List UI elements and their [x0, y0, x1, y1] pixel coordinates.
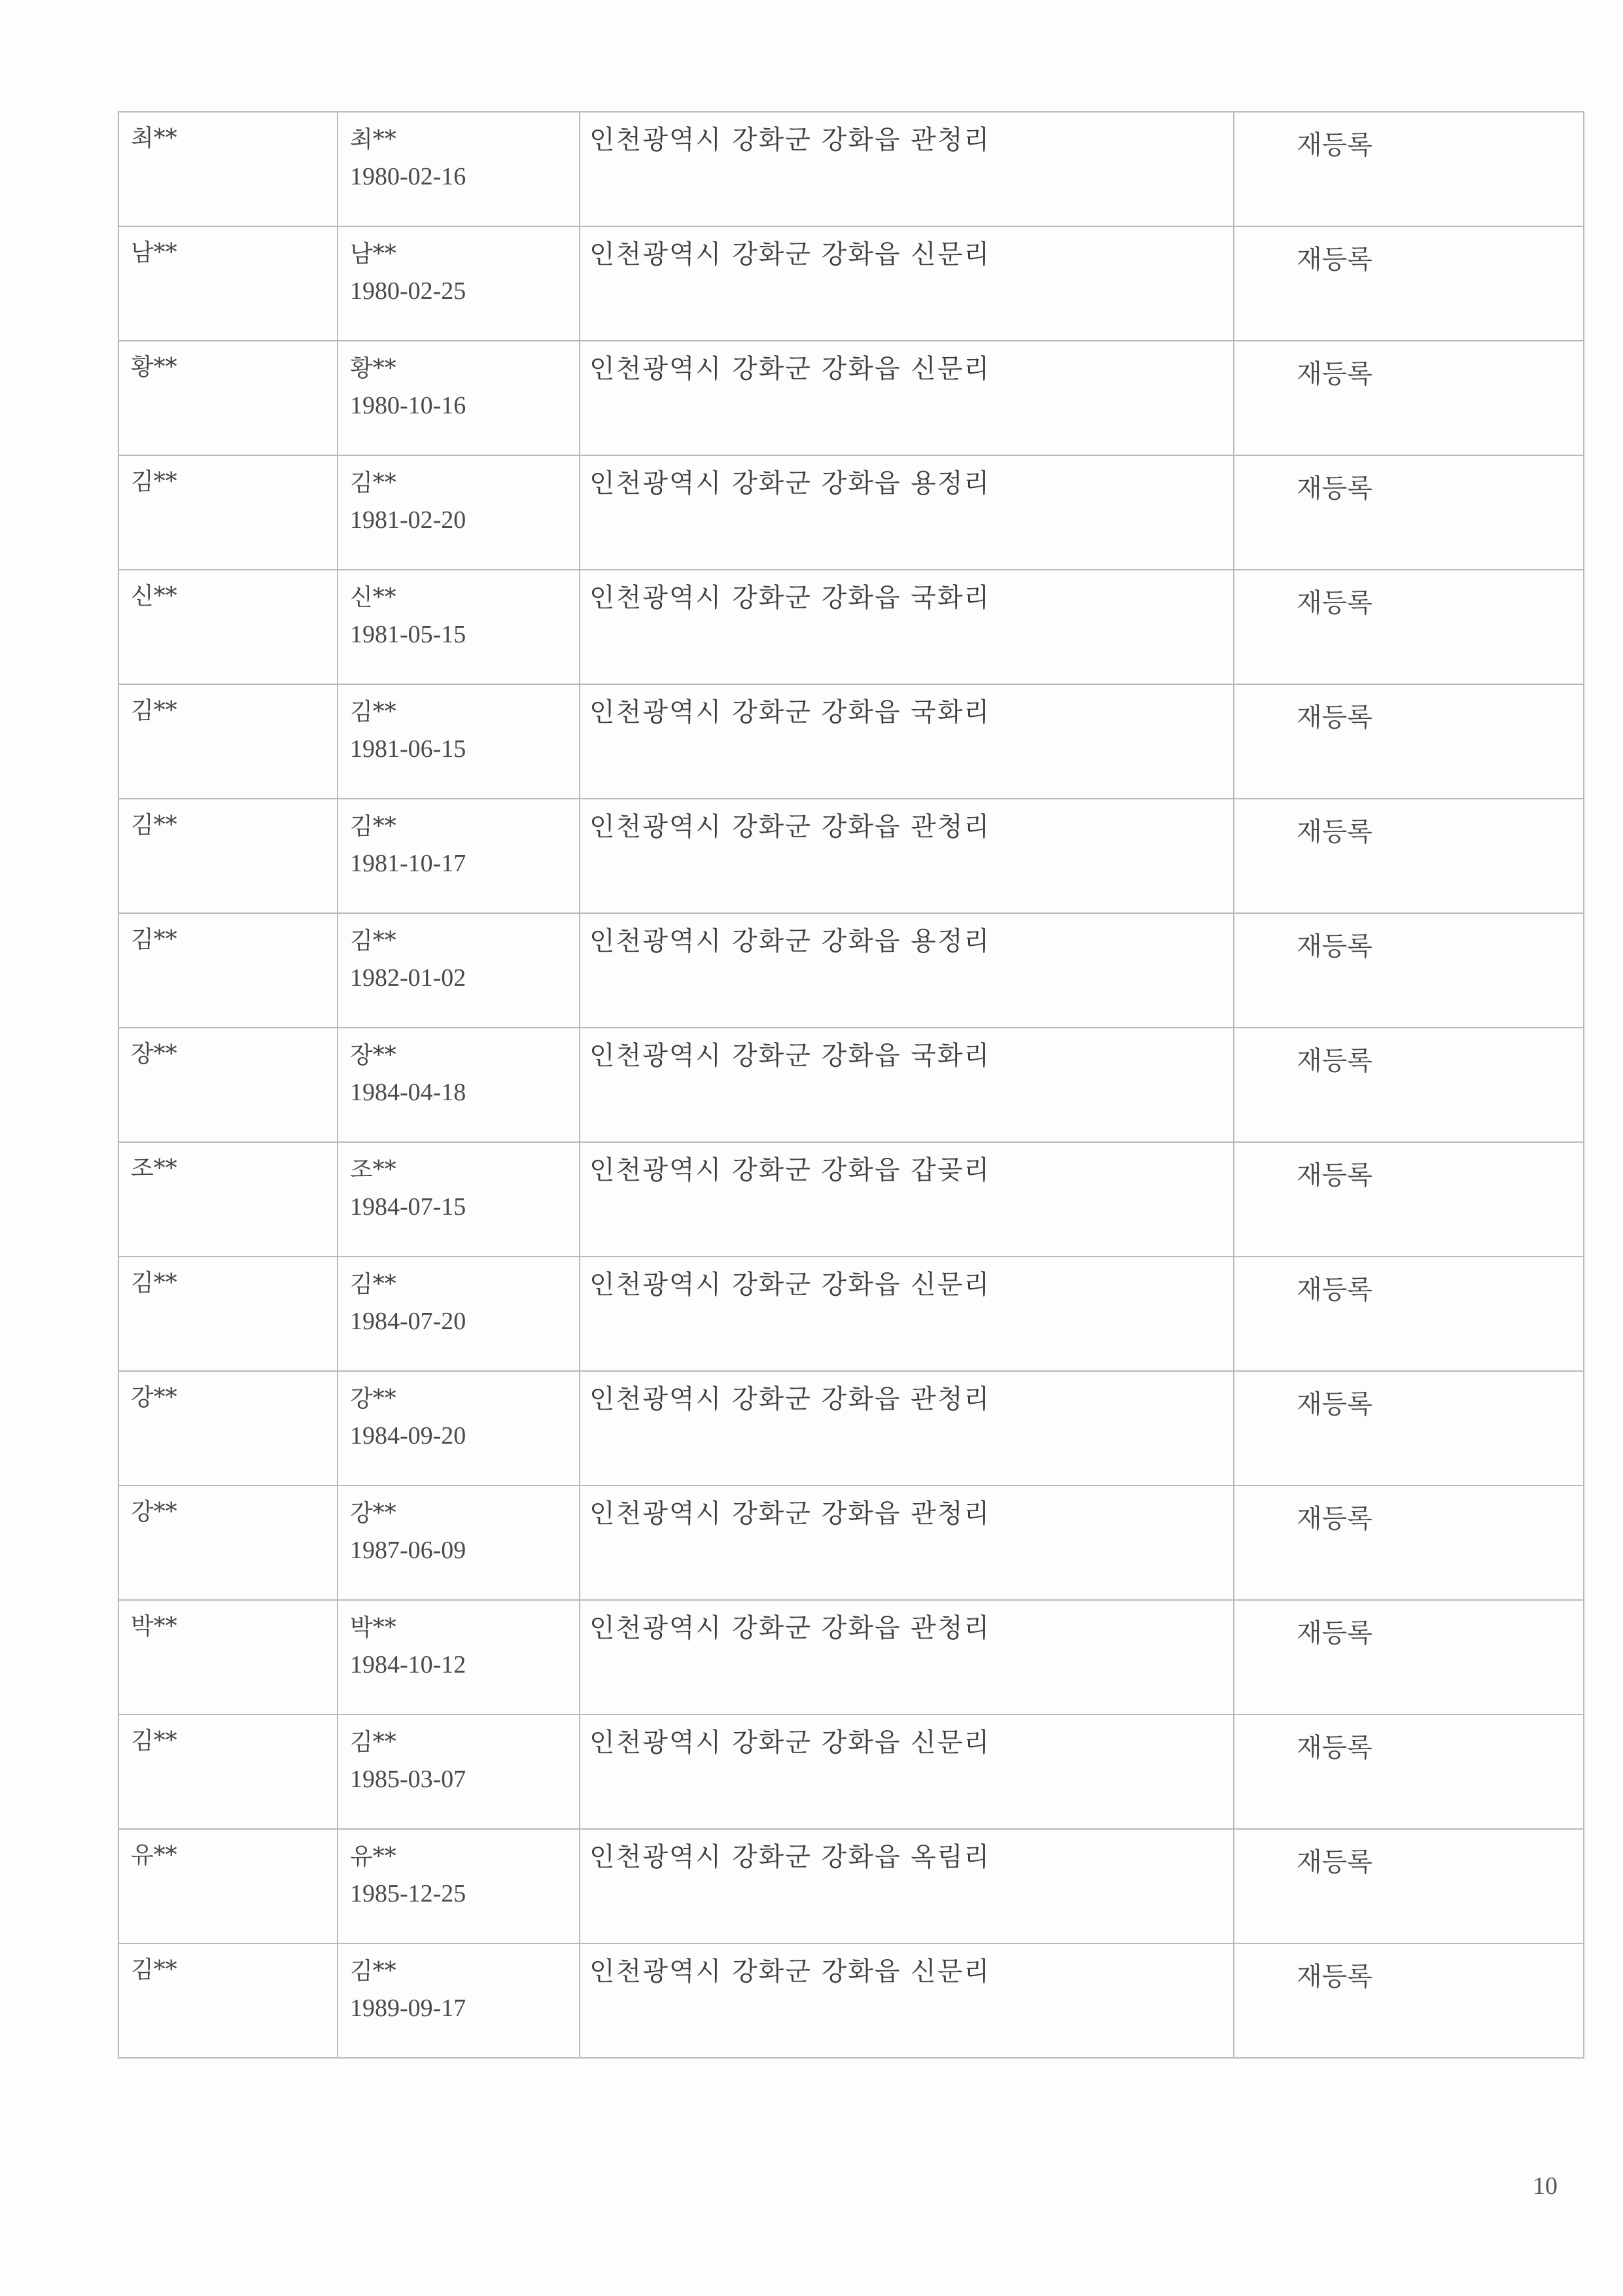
table-row — [118, 1486, 1584, 1600]
address-cell — [580, 226, 1234, 341]
address-text: 인천광역시 강화군 강화읍 관청리 — [589, 125, 991, 155]
status-text: 재등록 — [1297, 1160, 1372, 1191]
masked-name: 강** — [131, 1384, 177, 1411]
date-of-birth: 1981-02-20 — [350, 506, 466, 534]
address-cell — [580, 1943, 1234, 2058]
status-cell — [1234, 1028, 1584, 1142]
status-cell — [1234, 1943, 1584, 2058]
identity-cell — [338, 226, 580, 341]
identity-cell — [338, 1714, 580, 1829]
identity-cell — [338, 455, 580, 570]
registry-table — [118, 111, 1584, 2059]
status-cell — [1234, 1486, 1584, 1600]
status-text: 재등록 — [1297, 1275, 1372, 1305]
address-text: 인천광역시 강화군 강화읍 관청리 — [589, 812, 991, 842]
status-cell — [1234, 341, 1584, 455]
identity-cell — [338, 112, 580, 226]
name-cell — [118, 341, 338, 455]
status-text: 재등록 — [1297, 1962, 1372, 1992]
masked-name-secondary: 김** — [350, 928, 396, 954]
status-cell — [1234, 1714, 1584, 1829]
status-cell — [1234, 226, 1584, 341]
masked-name: 김** — [131, 1270, 177, 1296]
date-of-birth: 1981-06-15 — [350, 735, 466, 763]
status-cell — [1234, 1257, 1584, 1371]
identity-cell — [338, 1486, 580, 1600]
table-row — [118, 1714, 1584, 1829]
masked-name-secondary: 강** — [350, 1500, 396, 1527]
address-cell — [580, 455, 1234, 570]
address-cell — [580, 1486, 1234, 1600]
masked-name: 김** — [131, 468, 177, 495]
identity-cell — [338, 1257, 580, 1371]
masked-name-secondary: 남** — [350, 241, 396, 268]
status-cell — [1234, 1142, 1584, 1257]
masked-name-secondary: 김** — [350, 470, 396, 496]
name-cell — [118, 570, 338, 684]
address-cell — [580, 799, 1234, 913]
identity-cell — [338, 1371, 580, 1486]
address-text: 인천광역시 강화군 강화읍 옥림리 — [589, 1842, 991, 1872]
date-of-birth: 1981-05-15 — [350, 621, 466, 648]
table-row — [118, 226, 1584, 341]
address-cell — [580, 1714, 1234, 1829]
name-cell — [118, 1142, 338, 1257]
date-of-birth: 1987-06-09 — [350, 1537, 466, 1564]
table-row — [118, 341, 1584, 455]
masked-name: 유** — [131, 1842, 177, 1869]
identity-cell — [338, 341, 580, 455]
address-text: 인천광역시 강화군 강화읍 갑곶리 — [589, 1155, 991, 1185]
address-cell — [580, 570, 1234, 684]
identity-cell — [338, 799, 580, 913]
identity-cell — [338, 1829, 580, 1943]
status-cell — [1234, 1371, 1584, 1486]
name-cell — [118, 684, 338, 799]
date-of-birth: 1981-10-17 — [350, 850, 466, 877]
masked-name-secondary: 조** — [350, 1157, 396, 1183]
status-text: 재등록 — [1297, 1046, 1372, 1076]
identity-cell — [338, 570, 580, 684]
status-text: 재등록 — [1297, 359, 1372, 389]
status-text: 재등록 — [1297, 130, 1372, 160]
address-text: 인천광역시 강화군 강화읍 신문리 — [589, 1957, 991, 1987]
masked-name-secondary: 신** — [350, 584, 396, 611]
date-of-birth: 1982-01-02 — [350, 964, 466, 992]
address-cell — [580, 1257, 1234, 1371]
address-cell — [580, 341, 1234, 455]
table-row — [118, 1257, 1584, 1371]
table-row — [118, 112, 1584, 226]
masked-name-secondary: 최** — [350, 126, 396, 153]
name-cell — [118, 1486, 338, 1600]
masked-name: 김** — [131, 1957, 177, 1983]
masked-name: 조** — [131, 1155, 177, 1182]
name-cell — [118, 112, 338, 226]
status-cell — [1234, 913, 1584, 1028]
masked-name: 황** — [131, 354, 177, 381]
address-cell — [580, 1142, 1234, 1257]
table-row — [118, 1371, 1584, 1486]
status-text: 재등록 — [1297, 1504, 1372, 1534]
date-of-birth: 1984-10-12 — [350, 1651, 466, 1679]
status-text: 재등록 — [1297, 245, 1372, 275]
masked-name-secondary: 김** — [350, 1729, 396, 1756]
status-cell — [1234, 455, 1584, 570]
status-text: 재등록 — [1297, 474, 1372, 504]
page-number: 10 — [1533, 2172, 1558, 2200]
registry-table-body — [118, 112, 1584, 2058]
masked-name-secondary: 박** — [350, 1614, 396, 1641]
address-cell — [580, 1028, 1234, 1142]
masked-name: 강** — [131, 1499, 177, 1525]
masked-name: 김** — [131, 1728, 177, 1754]
address-text: 인천광역시 강화군 강화읍 신문리 — [589, 1728, 991, 1758]
status-cell — [1234, 112, 1584, 226]
address-text: 인천광역시 강화군 강화읍 신문리 — [589, 1270, 991, 1300]
status-text: 재등록 — [1297, 931, 1372, 962]
masked-name-secondary: 황** — [350, 355, 396, 382]
masked-name: 최** — [131, 125, 177, 152]
table-row — [118, 1600, 1584, 1714]
address-text: 인천광역시 강화군 강화읍 신문리 — [589, 354, 991, 384]
address-cell — [580, 1600, 1234, 1714]
address-text: 인천광역시 강화군 강화읍 용정리 — [589, 926, 991, 956]
status-cell — [1234, 570, 1584, 684]
status-text: 재등록 — [1297, 1847, 1372, 1877]
masked-name-secondary: 유** — [350, 1843, 396, 1870]
address-text: 인천광역시 강화군 강화읍 국화리 — [589, 583, 991, 613]
address-text: 인천광역시 강화군 강화읍 용정리 — [589, 468, 991, 498]
address-text: 인천광역시 강화군 강화읍 관청리 — [589, 1384, 991, 1414]
status-text: 재등록 — [1297, 1389, 1372, 1419]
masked-name: 남** — [131, 239, 177, 266]
masked-name: 신** — [131, 583, 177, 610]
masked-name-secondary: 김** — [350, 1271, 396, 1298]
address-text: 인천광역시 강화군 강화읍 관청리 — [589, 1613, 991, 1643]
status-cell — [1234, 1829, 1584, 1943]
name-cell — [118, 1371, 338, 1486]
masked-name: 김** — [131, 697, 177, 724]
address-cell — [580, 913, 1234, 1028]
identity-cell — [338, 684, 580, 799]
name-cell — [118, 226, 338, 341]
address-cell — [580, 1829, 1234, 1943]
name-cell — [118, 1257, 338, 1371]
identity-cell — [338, 1028, 580, 1142]
date-of-birth: 1985-03-07 — [350, 1765, 466, 1793]
table-row — [118, 1142, 1584, 1257]
status-text: 재등록 — [1297, 817, 1372, 847]
masked-name-secondary: 강** — [350, 1385, 396, 1412]
name-cell — [118, 455, 338, 570]
name-cell — [118, 1714, 338, 1829]
table-row — [118, 455, 1584, 570]
table-row — [118, 1829, 1584, 1943]
masked-name: 김** — [131, 926, 177, 953]
date-of-birth: 1984-04-18 — [350, 1079, 466, 1106]
date-of-birth: 1984-07-20 — [350, 1308, 466, 1335]
table-row — [118, 570, 1584, 684]
date-of-birth: 1980-02-25 — [350, 277, 466, 305]
address-text: 인천광역시 강화군 강화읍 신문리 — [589, 239, 991, 270]
status-cell — [1234, 799, 1584, 913]
masked-name-secondary: 김** — [350, 813, 396, 840]
masked-name-secondary: 장** — [350, 1042, 396, 1069]
name-cell — [118, 1943, 338, 2058]
address-text: 인천광역시 강화군 강화읍 관청리 — [589, 1499, 991, 1529]
status-text: 재등록 — [1297, 588, 1372, 618]
date-of-birth: 1980-02-16 — [350, 163, 466, 190]
date-of-birth: 1984-09-20 — [350, 1422, 466, 1450]
name-cell — [118, 1829, 338, 1943]
name-cell — [118, 1028, 338, 1142]
table-row — [118, 1943, 1584, 2058]
name-cell — [118, 1600, 338, 1714]
masked-name-secondary: 김** — [350, 1958, 396, 1985]
status-text: 재등록 — [1297, 1618, 1372, 1648]
status-text: 재등록 — [1297, 1733, 1372, 1763]
status-cell — [1234, 684, 1584, 799]
address-text: 인천광역시 강화군 강화읍 국화리 — [589, 1041, 991, 1071]
name-cell — [118, 799, 338, 913]
address-text: 인천광역시 강화군 강화읍 국화리 — [589, 697, 991, 727]
table-row — [118, 913, 1584, 1028]
address-cell — [580, 684, 1234, 799]
masked-name-secondary: 김** — [350, 699, 396, 725]
date-of-birth: 1984-07-15 — [350, 1193, 466, 1221]
date-of-birth: 1980-10-16 — [350, 392, 466, 419]
masked-name: 장** — [131, 1041, 177, 1068]
status-text: 재등록 — [1297, 703, 1372, 733]
date-of-birth: 1989-09-17 — [350, 1994, 466, 2022]
address-cell — [580, 112, 1234, 226]
name-cell — [118, 913, 338, 1028]
masked-name: 박** — [131, 1613, 177, 1640]
identity-cell — [338, 1142, 580, 1257]
status-cell — [1234, 1600, 1584, 1714]
identity-cell — [338, 1943, 580, 2058]
address-cell — [580, 1371, 1234, 1486]
table-row — [118, 684, 1584, 799]
table-row — [118, 1028, 1584, 1142]
masked-name: 김** — [131, 812, 177, 839]
identity-cell — [338, 913, 580, 1028]
table-row — [118, 799, 1584, 913]
identity-cell — [338, 1600, 580, 1714]
date-of-birth: 1985-12-25 — [350, 1880, 466, 1907]
